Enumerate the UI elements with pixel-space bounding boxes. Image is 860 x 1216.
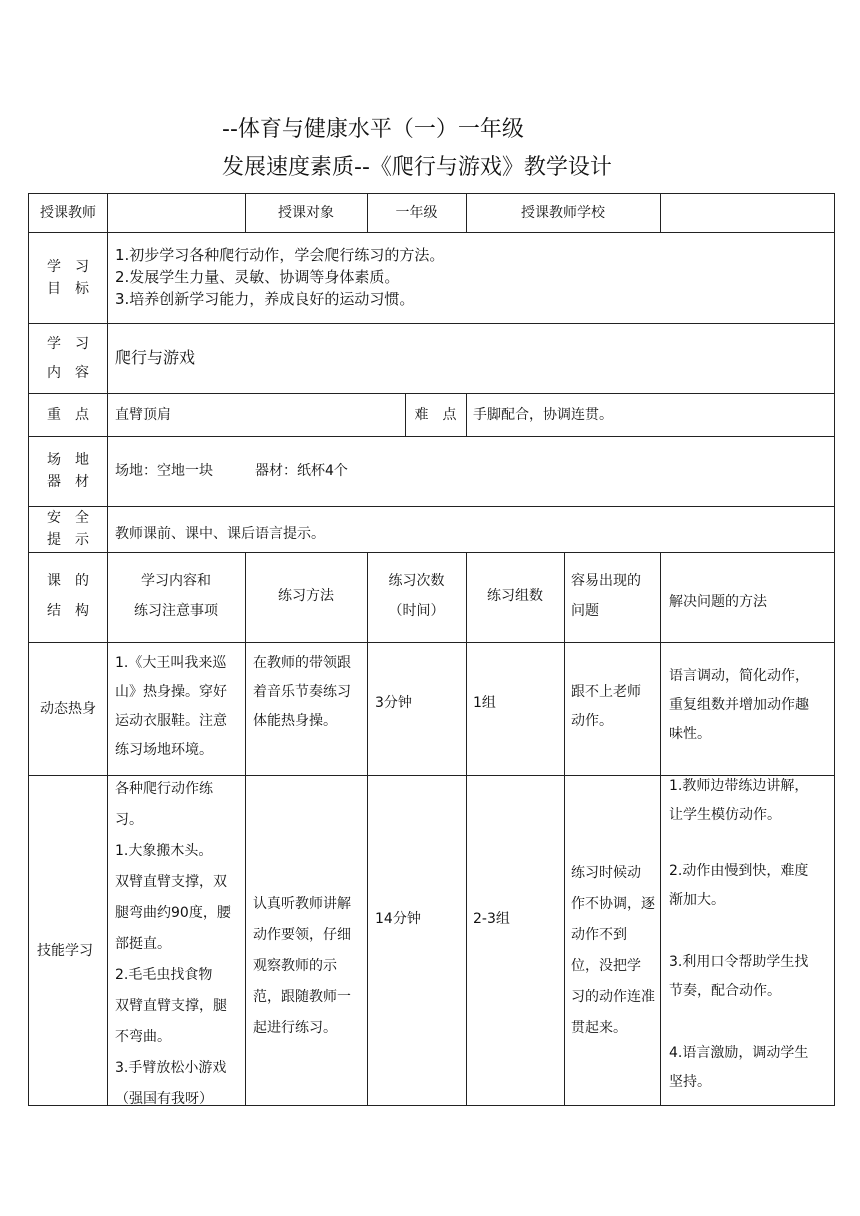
document-title-line-1: --体育与健康水平（一）一年级 (222, 117, 524, 142)
header-structure: 课 的 结 构 (47, 573, 89, 619)
venue-label: 场 地 器 材 (47, 452, 89, 490)
teacher-label: 授课教师 (40, 205, 96, 221)
skill-problem: 练习时候动 作不协调，逐 动作不到 位，没把学 习的动作连准 贯起来。 (571, 865, 655, 1036)
goal-item: 2.发展学生力量、灵敏、协调等身体素质。 (115, 268, 400, 286)
content-value: 爬行与游戏 (115, 348, 196, 367)
header-count: 练习次数 （时间） (388, 573, 445, 619)
warmup-method: 在教师的带领跟 着音乐节奏练习 体能热身操。 (253, 655, 351, 729)
skill-sets: 2-3组 (473, 911, 510, 927)
school-value (667, 194, 827, 232)
lesson-plan-table (28, 193, 835, 1106)
warmup-problem: 跟不上老师 动作。 (571, 684, 641, 729)
warmup-solution: 语言调动，简化动作， 重复组数并增加动作趣 味性。 (669, 668, 809, 742)
skill-content: 各种爬行动作练 习。 1.大象搬木头。 双臂直臂支撑，双 腿弯曲约90度，腰 部挺直。 2.毛毛虫找食物 双臂直臂支撑，腿 不弯曲。 3.手臂放松小游戏 （强国有我呀） (115, 781, 231, 1107)
warmup-time: 3分钟 (375, 695, 412, 711)
goal-item: 1.初步学习各种爬行动作，学会爬行练习的方法。 (115, 246, 445, 264)
content-label: 学 习 内 容 (47, 336, 89, 381)
skill-method: 认真听教师讲解 动作要领，仔细 观察教师的示 范，跟随教师一 起进行练习。 (253, 896, 351, 1036)
venue-value: 场地：空地一块 器材：纸杯4个 (115, 463, 348, 479)
skill-stage: 技能学习 (37, 943, 93, 959)
skill-time: 14分钟 (375, 911, 421, 927)
header-solution: 解决问题的方法 (669, 594, 767, 610)
safety-label: 安 全 提 示 (47, 510, 89, 548)
skill-solution: 1.教师边带练边讲解， 让学生模仿动作。 2.动作由慢到快，难度 渐加大。 3.利用口令帮助学生找 节奏，配合动作。 4.语言激励，调动学生 坚持。 (669, 778, 809, 1090)
target-value: 一年级 (395, 205, 438, 221)
teacher-value (113, 194, 243, 232)
key-point-value: 直臂顶肩 (115, 406, 171, 423)
difficulty-label: 难 点 (414, 406, 457, 423)
school-label: 授课教师学校 (521, 205, 605, 221)
difficulty-value: 手脚配合，协调连贯。 (473, 406, 613, 423)
warmup-stage: 动态热身 (40, 700, 96, 717)
header-problem: 容易出现的 问题 (571, 573, 641, 619)
key-point-label: 重 点 (47, 406, 89, 423)
goals-list (115, 244, 444, 310)
goals-label: 学 习 目 标 (47, 259, 89, 297)
target-label: 授课对象 (278, 205, 334, 221)
header-sets: 练习组数 (487, 588, 543, 604)
warmup-content: 1.《大王叫我来巡 山》热身操。穿好 运动衣服鞋。注意 练习场地环境。 (115, 655, 227, 758)
header-content: 学习内容和 练习注意事项 (134, 573, 218, 619)
goal-item: 3.培养创新学习能力，养成良好的运动习惯。 (115, 290, 415, 308)
header-method: 练习方法 (278, 588, 334, 604)
safety-value: 教师课前、课中、课后语言提示。 (115, 526, 325, 542)
warmup-sets: 1组 (473, 695, 496, 711)
document-title-line-2: 发展速度素质--《爬行与游戏》教学设计 (222, 155, 612, 180)
